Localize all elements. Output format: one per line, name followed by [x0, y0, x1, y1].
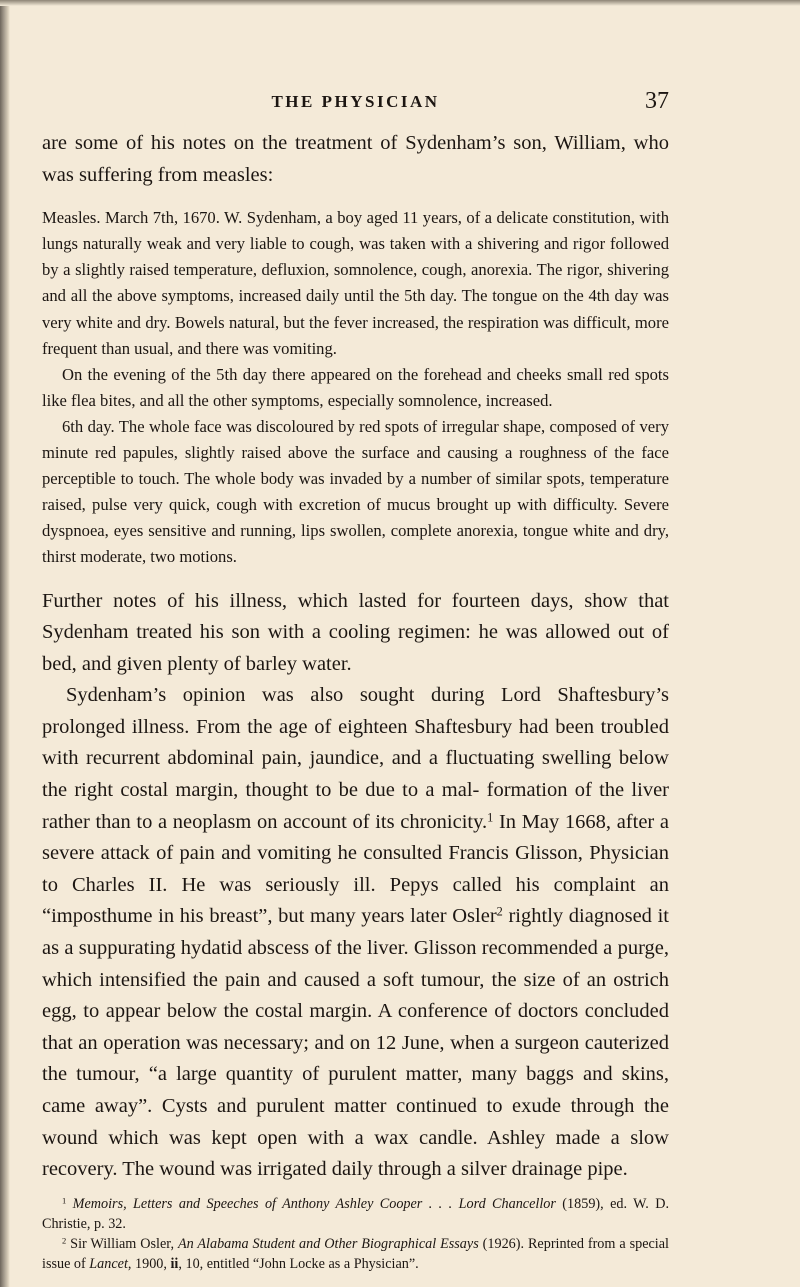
footnote-1-title: Memoirs, Letters and Speeches of Anthony Ashley Cooper . . . Lord Chancellor [72, 1195, 556, 1212]
footnote-1 [42, 1194, 669, 1234]
footnote-1-marker: 1 [62, 1195, 67, 1206]
footnote-ref-1[interactable]: 1 [487, 809, 494, 824]
body-paragraph-2 [42, 680, 669, 1186]
footnote-ref-2[interactable]: 2 [496, 904, 503, 919]
running-title: THE PHYSICIAN [271, 92, 440, 111]
footnote-2-marker: 2 [62, 1235, 67, 1246]
page-number: 37 [645, 88, 669, 114]
footnote-2-volume: ii [170, 1255, 179, 1272]
footnote-2-title: An Alabama Student and Other Biographical Essays [177, 1235, 479, 1252]
body-paragraph-1: Further notes of his illness, which lasted for fourteen days, show that Sydenham treated his son with a cooling regimen: he was allowed out of bed, and given plenty of barley water. [42, 589, 669, 675]
footnote-2 [42, 1234, 669, 1274]
footnote-2-year: , 1900, [127, 1255, 171, 1272]
footnote-2-tail: , 10, entitled “John Locke as a Physician”. [178, 1255, 419, 1272]
footnote-2-lead: Sir William Osler, [66, 1235, 178, 1252]
quote-paragraph-3: 6th day. The whole face was discoloured by red spots of irregular shape, composed of very minute red papules, slightly raised above the surface and causing a roughness of the face perceptible to touch. The whole body was invaded by a number of similar spots, temperature raised, pulse very quick, cough with excretion of mucus brought up with difficulty. Severe dyspnoea, eyes sensitive and running, lips swollen, complete anorexia, tongue white and dry, thirst moderate, two motions. [42, 416, 669, 567]
footnotes [42, 1194, 669, 1274]
body-paragraph-2-part-a: Sydenham’s opinion was also sought during Lord Shaftesbury’s prolonged illness. From the age of eighteen Shaftesbury had been troubled with recurrent abdominal pain, jaundice, and a fluctuating swelling below the right costal margin, thought to be due to a mal- formation of the liver rather than to a neoplasm on account of its chronicity. [42, 684, 669, 833]
running-header [42, 84, 669, 128]
intro-paragraph: are some of his notes on the treatment of Sydenham’s son, William, who was suffering from measles: [42, 132, 669, 186]
quote-paragraph-1: Measles. March 7th, 1670. W. Sydenham, a boy aged 11 years, of a delicate constitution, with lungs naturally weak and very liable to cough, was taken with a shivering and rigor followed by a slightly raised temperature, defluxion, somnolence, cough, anorexia. The rigor, shivering and all the above symptoms, increased daily until the 5th day. The tongue on the 4th day was very white and dry. Bowels natural, but the fever increased, the respiration was difficult, more frequent than usual, and there was vomiting. [42, 208, 669, 358]
footnote-1-details: (1859), ed. W. D. Christie, p. 32. [42, 1195, 669, 1232]
body-text [42, 586, 669, 1186]
footnote-2-mid: (1926). Reprinted from a special issue of [42, 1235, 669, 1272]
case-notes-quote [42, 205, 669, 570]
body-paragraph-2-part-b: In May 1668, after a severe attack of pain and vomiting he consulted Francis Glisson, Physician to Charles II. He was seriously ill. Pepys called his complaint an “imposthume in his breast”, but many years later Osler [42, 810, 669, 928]
footnote-2-journal: Lancet [89, 1255, 128, 1272]
intro-block [42, 128, 669, 191]
body-paragraph-2-part-c: rightly diagnosed it as a suppurating hydatid abscess of the liver. Glisson recommended a purge, which intensified the pain and caused a soft tumour, the size of an ostrich egg, to appear below the costal margin. A conference of doctors concluded that an operation was necessary; and on 12 June, when a surgeon cauterized the tumour, “a large quantity of purulent matter, many baggs and skins, came away”. Cysts and purulent matter continued to exude through the wound which was kept open with a wax candle. Ashley made a slow recovery. The wound was irrigated daily through a silver drainage pipe. [42, 905, 669, 1181]
quote-paragraph-2: On the evening of the 5th day there appeared on the forehead and cheeks small red spots like flea bites, and all the other symptoms, especially somnolence, increased. [42, 364, 669, 410]
page-binding-shadow [0, 0, 10, 1287]
page-top-shadow [0, 0, 800, 6]
book-page [42, 84, 669, 1274]
